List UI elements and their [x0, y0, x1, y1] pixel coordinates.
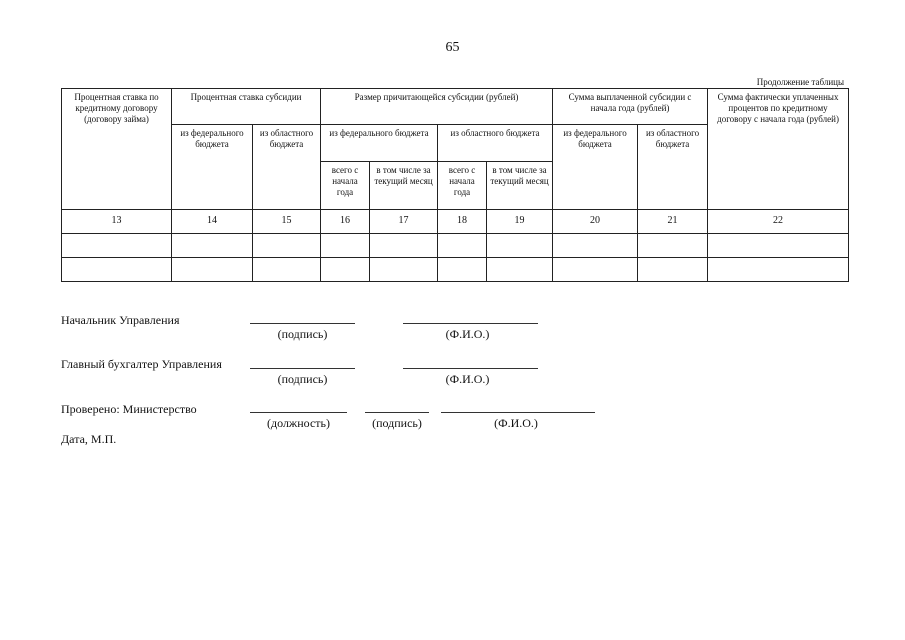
column-number: 20	[553, 210, 638, 234]
column-number: 16	[321, 210, 370, 234]
table-cell[interactable]	[62, 258, 172, 282]
header-total-regional: всего с начала года	[438, 162, 487, 210]
date-stamp-label: Дата, М.П.	[61, 432, 117, 446]
header-subsidy-paid: Сумма выплаченной субсидии с начала года (рублей)	[553, 89, 708, 125]
table-cell[interactable]	[553, 234, 638, 258]
checked-name-line[interactable]	[441, 412, 595, 413]
header-rate-subsidy: Процентная ставка субсидии	[172, 89, 321, 125]
header-federal-due: из федерального бюджета	[321, 125, 438, 162]
table-cell[interactable]	[370, 258, 438, 282]
table-row	[62, 234, 849, 258]
table-row	[62, 258, 849, 282]
table-cell[interactable]	[553, 258, 638, 282]
column-number: 19	[487, 210, 553, 234]
header-regional-rate: из областного бюджета	[253, 125, 321, 210]
table-cell[interactable]	[253, 258, 321, 282]
header-subsidy-due: Размер причитающейся субсидии (рублей)	[321, 89, 553, 125]
column-number: 13	[62, 210, 172, 234]
table-cell[interactable]	[638, 234, 708, 258]
column-number: 21	[638, 210, 708, 234]
head-label: Начальник Управления	[61, 313, 180, 327]
table-cell[interactable]	[253, 234, 321, 258]
header-month-federal: в том числе за текущий месяц	[370, 162, 438, 210]
column-number: 17	[370, 210, 438, 234]
checked-position-caption: (должность)	[267, 416, 330, 430]
column-number: 14	[172, 210, 253, 234]
table-cell[interactable]	[321, 258, 370, 282]
accountant-label: Главный бухгалтер Управления	[61, 357, 222, 371]
checked-signature-caption: (подпись)	[372, 416, 422, 430]
head-signature-line[interactable]	[250, 323, 355, 324]
column-number: 15	[253, 210, 321, 234]
subsidy-table	[61, 88, 849, 282]
header-regional-due: из областного бюджета	[438, 125, 553, 162]
column-number: 18	[438, 210, 487, 234]
table-cell[interactable]	[708, 258, 849, 282]
table-cell[interactable]	[638, 258, 708, 282]
table-cell[interactable]	[438, 258, 487, 282]
continuation-label: Продолжение таблицы	[756, 77, 844, 87]
checked-position-line[interactable]	[250, 412, 347, 413]
table-cell[interactable]	[172, 234, 253, 258]
header-federal-paid: из федерального бюджета	[553, 125, 638, 210]
table-cell[interactable]	[708, 234, 849, 258]
checked-name-caption: (Ф.И.О.)	[494, 416, 538, 430]
head-name-line[interactable]	[403, 323, 538, 324]
head-signature-caption: (подпись)	[277, 327, 328, 341]
checked-signature-line[interactable]	[365, 412, 429, 413]
page-number: 65	[445, 40, 460, 55]
table-cell[interactable]	[438, 234, 487, 258]
header-rate-loan: Процентная ставка по кредитному договору (договору займа)	[62, 89, 172, 210]
column-number: 22	[708, 210, 849, 234]
header-regional-paid: из областного бюджета	[638, 125, 708, 210]
table-cell[interactable]	[487, 234, 553, 258]
header-total-federal: всего с начала года	[321, 162, 370, 210]
header-interest-paid: Сумма фактически уплаченных процентов по кредитному договору с начала года (рублей)	[708, 89, 849, 210]
table-cell[interactable]	[321, 234, 370, 258]
accountant-signature-caption: (подпись)	[277, 372, 328, 386]
header-month-regional: в том числе за текущий месяц	[487, 162, 553, 210]
head-name-caption: (Ф.И.О.)	[445, 327, 490, 341]
accountant-name-caption: (Ф.И.О.)	[445, 372, 490, 386]
table-cell[interactable]	[62, 234, 172, 258]
table-cell[interactable]	[172, 258, 253, 282]
table-cell[interactable]	[487, 258, 553, 282]
checked-label: Проверено: Министерство	[61, 402, 197, 416]
header-federal-rate: из федерального бюджета	[172, 125, 253, 210]
accountant-signature-line[interactable]	[250, 368, 355, 369]
table-cell[interactable]	[370, 234, 438, 258]
accountant-name-line[interactable]	[403, 368, 538, 369]
